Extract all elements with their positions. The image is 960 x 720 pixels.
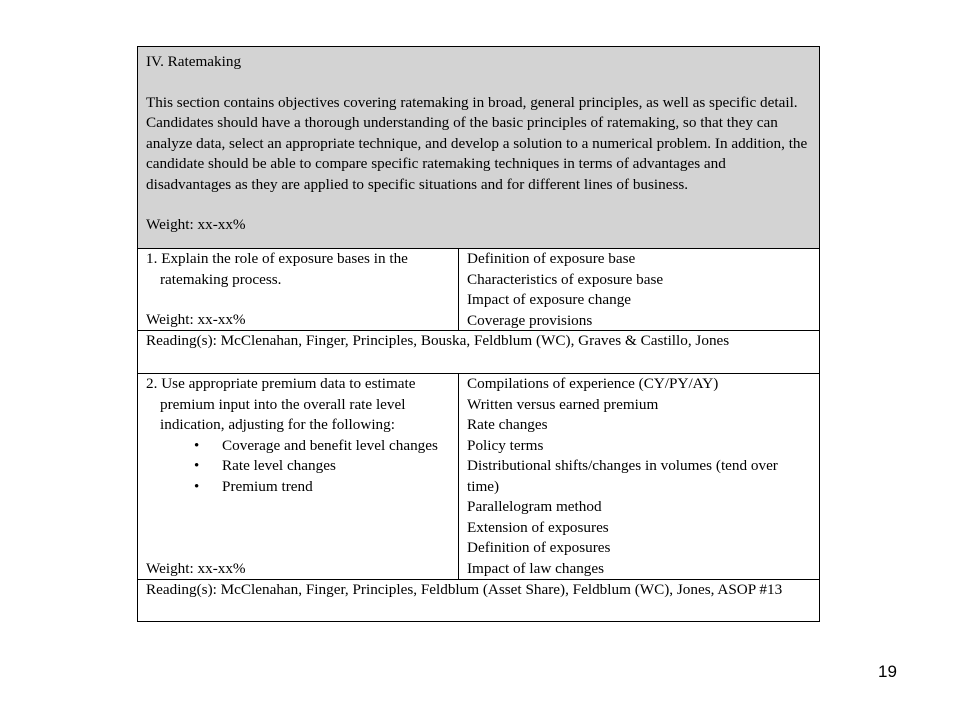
topic-item: Characteristics of exposure base [467,270,664,288]
objective-cell-2 [138,374,459,579]
objective-cell-1 [138,249,459,330]
bullet-item [192,456,450,477]
readings-text-2: Reading(s): McClenahan, Finger, Principles, Feldblum (Asset Share), Feldblum (WC), Jones, ASOP #13 [146,581,783,598]
topic-item: Extension of exposures [467,518,609,536]
readings-row-1 [138,330,819,373]
bullet-icon: • [194,458,200,474]
topic-item: Parallelogram method [467,498,602,515]
page-number: 19 [878,662,897,681]
topic-item: Definition of exposure base [467,250,636,267]
topics-cell-1 [459,249,819,330]
objective-bullets-2 [146,436,450,498]
topic-item: Rate changes [467,416,548,433]
objective-weight-2: Weight: xx-xx% [146,559,246,577]
topic-item: Written versus earned premium [467,395,659,413]
topic-item: Policy terms [467,436,544,454]
objective-row-1 [138,248,819,330]
section-header-cell [138,47,819,248]
bullet-text: Coverage and benefit level changes [222,436,438,454]
section-header-row [138,47,819,248]
topic-item: Distributional shifts/changes in volumes (tend over time) [467,457,778,495]
section-weight: Weight: xx-xx% [146,216,246,233]
syllabus-table [137,46,820,622]
bullet-text: Premium trend [222,477,313,495]
section-title: IV. Ratemaking [146,53,242,70]
topics-cell-2 [459,374,819,579]
bullet-text: Rate level changes [222,457,336,474]
topic-item: Definition of exposures [467,539,611,556]
bullet-icon: • [194,478,200,495]
topic-item: Impact of exposure change [467,291,632,308]
objective-text-1: 1. Explain the role of exposure bases in the ratemaking process. [146,250,408,288]
topic-item: Impact of law changes [467,559,605,577]
objective-weight-1: Weight: xx-xx% [146,310,246,328]
readings-row-2 [138,579,819,621]
readings-cell-2 [138,580,819,621]
bullet-icon: • [194,437,200,454]
section-description: This section contains objectives covering ratemaking in broad, general principles, as well as specific detail. Candidates should have a thorough understanding of the basic principles of ratemaking, so that they can analyze data, select an appropriate technique, and develop a solution to a numerical problem. In addition, the candidate should be able to compare specific ratemaking techniques in terms of advantages and disadvantages as they are applied to specific situations and for different lines of business. [146,93,808,193]
objective-text-2: 2. Use appropriate premium data to estimate premium input into the overall rate level indication, adjusting for the following: [146,375,416,433]
topic-item: Coverage provisions [467,311,593,329]
topic-item: Compilations of experience (CY/PY/AY) [467,375,719,392]
bullet-item [192,436,450,457]
readings-cell-1 [138,331,819,373]
bullet-item [192,477,450,498]
readings-text-1: Reading(s): McClenahan, Finger, Principles, Bouska, Feldblum (WC), Graves & Castillo, Jones [146,332,730,349]
objective-row-2 [138,373,819,579]
